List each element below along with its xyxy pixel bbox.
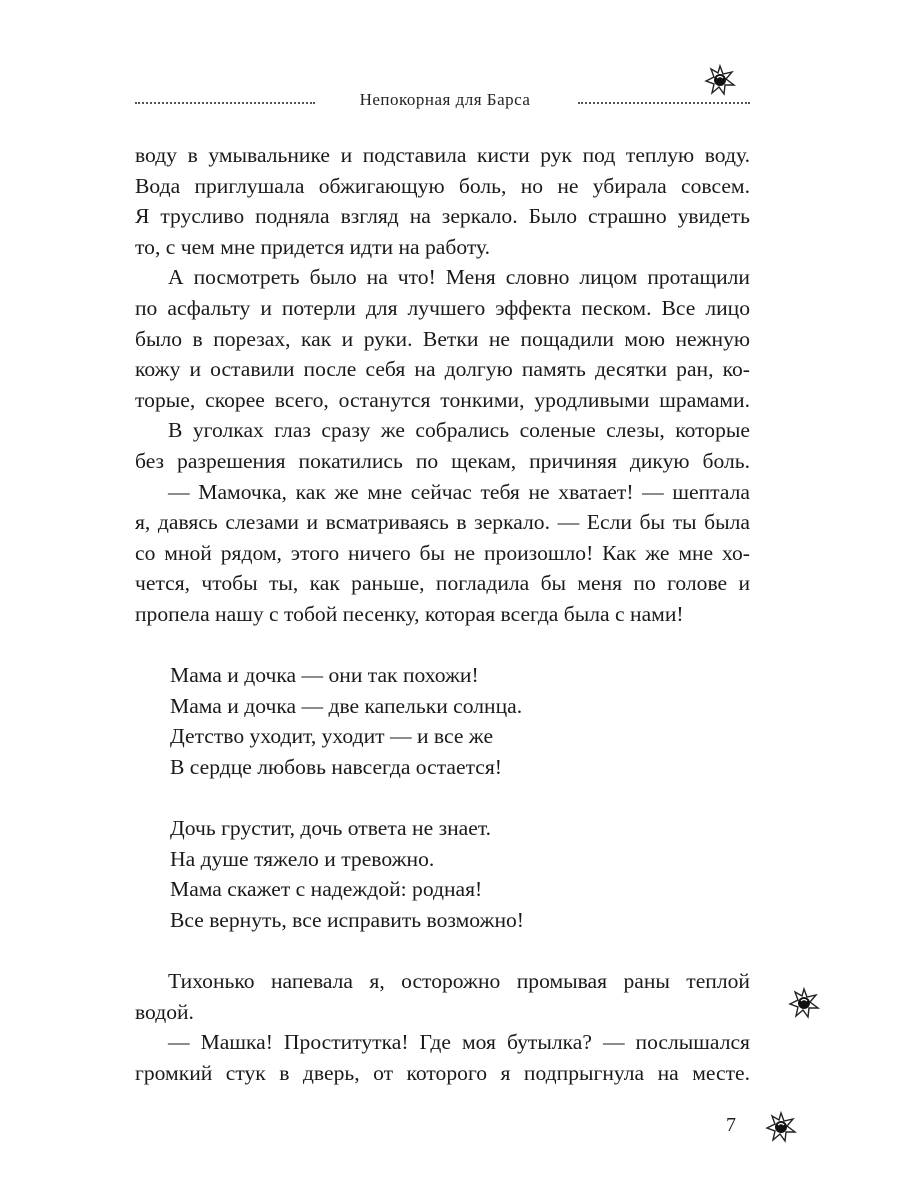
rose-ornament-icon [787, 986, 821, 1020]
rose-ornament-icon [703, 63, 737, 97]
text-line: по асфальту и потерли для лучшего эффекта песком. Все лицо [135, 295, 750, 320]
text-line: кожу и оставили после себя на долгую память десятки ран, ко- [135, 357, 750, 382]
text-line: Я трусливо подняла взгляд на зеркало. Было страшно увидеть [135, 204, 750, 229]
verse-line: Мама скажет с надеждой: родная! [170, 877, 483, 902]
page-number: 7 [726, 1114, 736, 1136]
text-line: без разрешения покатились по щекам, причиняя дикую боль. [135, 448, 750, 473]
text-line: В уголках глаз сразу же собрались соленые слезы, которые [168, 418, 750, 443]
header-divider-left [135, 102, 315, 104]
verse-line: В сердце любовь навсегда остается! [170, 754, 502, 779]
text-line: со мной рядом, этого ничего бы не произошло! Как же мне хо- [135, 540, 750, 565]
stanza-gap [135, 935, 750, 966]
stanza-gap [135, 630, 750, 661]
verse-line: Дочь грустит, дочь ответа не знает. [170, 816, 492, 841]
rose-ornament-icon [764, 1110, 798, 1144]
running-header [135, 88, 750, 118]
running-title: Непокорная для Барса [359, 90, 531, 109]
text-line: пропела нашу с тобой песенку, которая всегда была с нами! [135, 601, 684, 626]
text-line: — Машка! Проститутка! Где моя бутылка? — послышался [168, 1030, 750, 1055]
text-line: чется, чтобы ты, как раньше, погладила бы меня по голове и [135, 571, 750, 596]
text-line: Вода приглушала обжигающую боль, но не убирала совсем. [135, 173, 750, 198]
stanza-gap [135, 782, 750, 813]
verse-line: Мама и дочка — они так похожи! [170, 663, 479, 688]
text-line: Тихонько напевала я, осторожно промывая раны теплой [168, 969, 750, 994]
text-line: я, давясь слезами и всматриваясь в зеркало. — Если бы ты была [135, 510, 750, 535]
header-divider-right [578, 102, 750, 104]
text-line: — Мамочка, как же мне сейчас тебя не хватает! — шептала [168, 479, 750, 504]
verse-line: Детство уходит, уходит — и все же [170, 724, 494, 749]
verse-line: На душе тяжело и тревожно. [170, 846, 435, 871]
text-line: торые, скорее всего, останутся тонкими, уродливыми шрамами. [135, 387, 750, 412]
text-line: А посмотреть было на что! Меня словно лицом протащили [168, 265, 750, 290]
text-line: громкий стук в дверь, от которого я подпрыгнула на месте. [135, 1060, 750, 1085]
verse-line: Мама и дочка — две капельки солнца. [170, 693, 523, 718]
text-line: водой. [135, 999, 194, 1024]
verse-line: Все вернуть, все исправить возможно! [170, 907, 524, 932]
text-line: было в порезах, как и руки. Ветки не пощадили мою нежную [135, 326, 750, 351]
body-text [135, 140, 750, 1088]
text-line: то, с чем мне придется идти на работу. [135, 234, 491, 259]
text-line: воду в умывальнике и подставила кисти рук под теплую воду. [135, 143, 750, 167]
